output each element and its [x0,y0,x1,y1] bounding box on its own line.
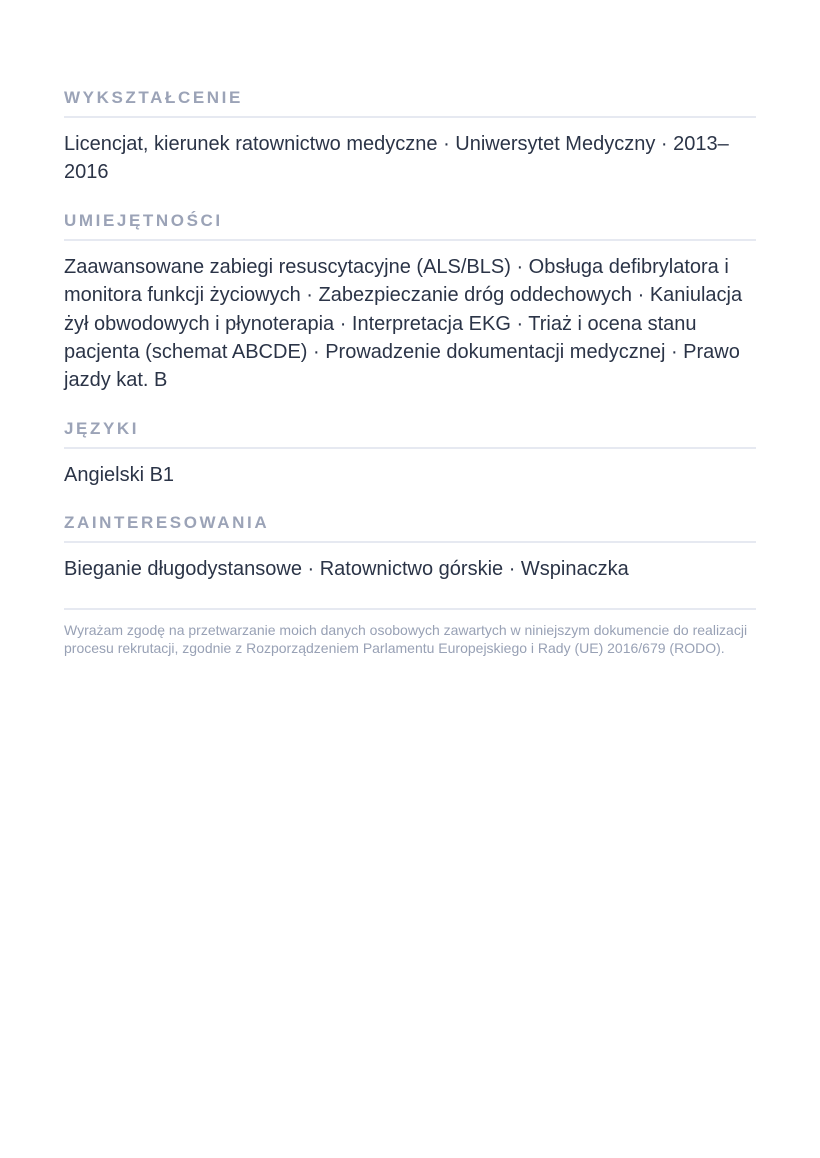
languages-text: Angielski B1 [64,463,175,486]
interests-text: Bieganie długodystansowe · Ratownictwo górskie · Wspinaczka [64,558,629,581]
interests-section [64,513,756,583]
interests-heading: ZAINTERESOWANIA [64,513,756,543]
education-text: Licencjat, kierunek ratownictwo medyczne · Uniwersytet Medyczny · 2013–2016 [64,133,729,184]
education-heading: WYKSZTAŁCENIE [64,88,756,118]
education-section [64,88,756,187]
gdpr-consent-clause: Wyrażam zgodę na przetwarzanie moich danych osobowych zawartych w niniejszym dokumencie do realizacji procesu rekrutacji, zgodnie z Rozporządzeniem Parlamentu Europejskiego i Rady (UE) 2016/679 (RODO). [64,621,748,657]
skills-text: Zaawansowane zabiegi resuscytacyjne (ALS/BLS) · Obsługa defibrylatora i monitora funkcji życiowych · Zabezpieczanie dróg oddechowych · Kaniulacja żył obwodowych i płynoterapia · Interpretacja EKG · Triaż i ocena stanu pacjenta (schemat ABCDE) · Prowadzenie dokumentacji medycznej · Prawo jazdy kat. B [64,255,743,392]
skills-heading: UMIEJĘTNOŚCI [64,211,756,241]
languages-section [64,419,756,489]
languages-heading: JĘZYKI [64,419,756,449]
skills-section [64,211,756,395]
cv-page [64,88,756,658]
